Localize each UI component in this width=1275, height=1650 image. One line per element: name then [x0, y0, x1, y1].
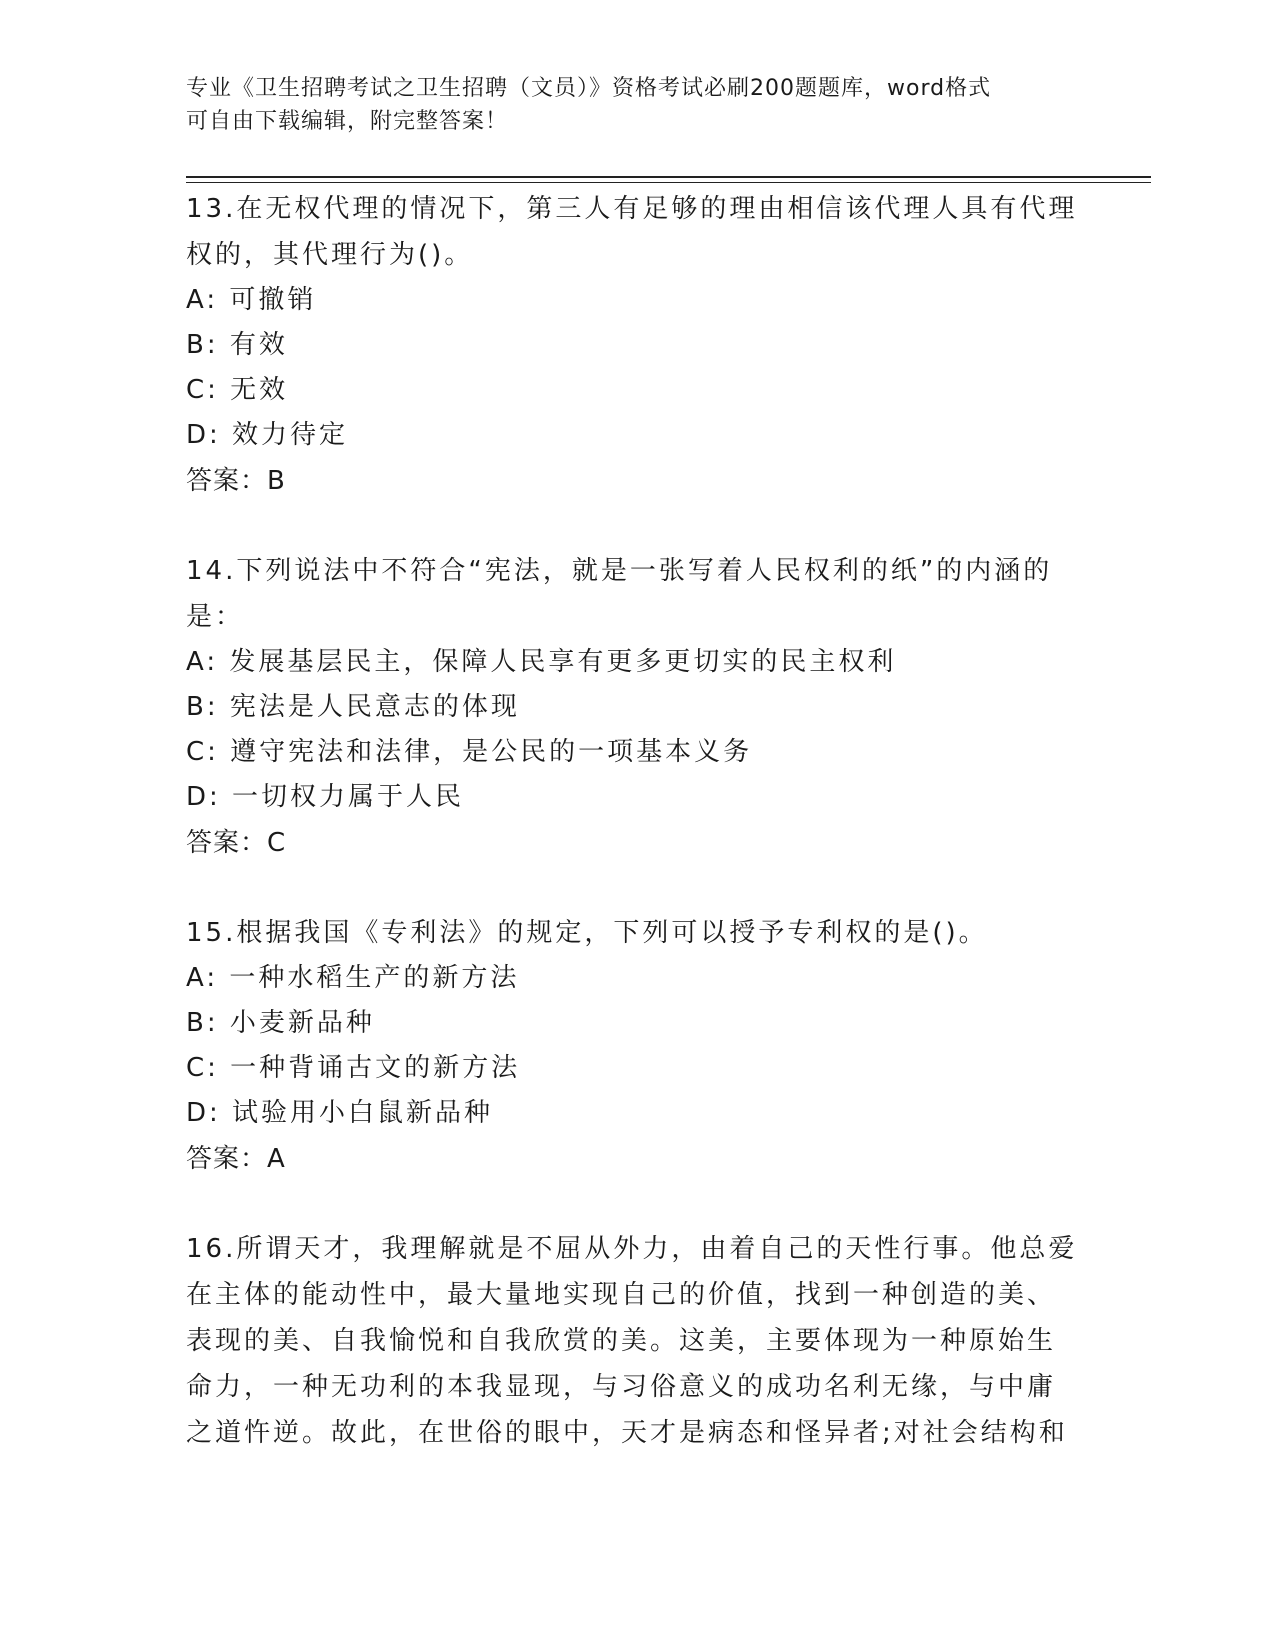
option-b: B: 小麦新品种 — [186, 1008, 375, 1038]
question-stem-line: 13.在无权代理的情况下，第三人有足够的理由相信该代理人具有代理 — [186, 194, 1078, 224]
option-a: A: 发展基层民主，保障人民享有更多更切实的民主权利 — [186, 647, 897, 677]
option-d: D: 试验用小白鼠新品种 — [186, 1098, 494, 1128]
question-stem-line: 14.下列说法中不符合“宪法，就是一张写着人民权利的纸”的内涵的 — [186, 556, 1053, 586]
header-divider-thick — [186, 176, 1151, 178]
question-spacer — [186, 1182, 1086, 1226]
header-line-1: 专业《卫生招聘考试之卫生招聘（文员）》资格考试必刷200题题库，word格式 — [186, 76, 992, 101]
question-16 — [186, 1226, 1086, 1456]
question-stem-line: 权的，其代理行为()。 — [186, 240, 474, 270]
option-b: B: 有效 — [186, 330, 288, 360]
question-stem-line: 15.根据我国《专利法》的规定，下列可以授予专利权的是()。 — [186, 918, 988, 948]
answer: 答案：A — [186, 1144, 286, 1174]
answer: 答案：B — [186, 466, 286, 496]
question-spacer — [186, 866, 1086, 910]
question-spacer — [186, 504, 1086, 548]
header-line-2: 可自由下载编辑，附完整答案！ — [186, 109, 509, 134]
question-stem-line: 在主体的能动性中，最大量地实现自己的价值，找到一种创造的美、 — [186, 1280, 1057, 1310]
question-stem-line: 命力，一种无功利的本我显现，与习俗意义的成功名利无缘，与中庸 — [186, 1372, 1057, 1402]
question-stem-line: 之道忤逆。故此，在世俗的眼中，天才是病态和怪异者;对社会结构和 — [186, 1418, 1068, 1448]
question-stem-line: 是： — [186, 602, 245, 632]
option-a: A: 可撤销 — [186, 285, 317, 315]
option-a: A: 一种水稻生产的新方法 — [186, 963, 520, 993]
option-b: B: 宪法是人民意志的体现 — [186, 692, 520, 722]
answer: 答案：C — [186, 828, 287, 858]
page-header — [186, 72, 1086, 138]
option-d: D: 一切权力属于人民 — [186, 782, 465, 812]
option-c: C: 遵守宪法和法律，是公民的一项基本义务 — [186, 737, 753, 767]
question-stem-line: 表现的美、自我愉悦和自我欣赏的美。这美，主要体现为一种原始生 — [186, 1326, 1057, 1356]
question-13 — [186, 186, 1086, 504]
question-15 — [186, 910, 1086, 1182]
question-14 — [186, 548, 1086, 866]
option-c: C: 一种背诵古文的新方法 — [186, 1053, 521, 1083]
option-c: C: 无效 — [186, 375, 289, 405]
question-list — [186, 186, 1086, 1456]
question-stem-line: 16.所谓天才，我理解就是不屈从外力，由着自己的天性行事。他总爱 — [186, 1234, 1078, 1264]
header-divider-thin — [186, 182, 1151, 183]
option-d: D: 效力待定 — [186, 420, 349, 450]
